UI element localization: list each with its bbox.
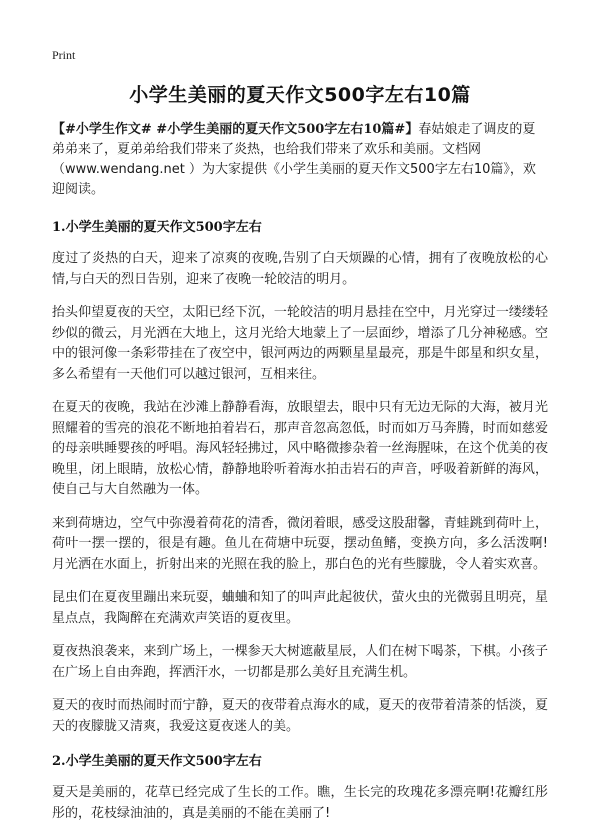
print-link[interactable]: Print [52, 48, 76, 62]
section-heading: 2.小学生美丽的夏天作文500字左右 [52, 754, 262, 769]
intro-text: 春姑娘走了调皮的夏弟弟来了，夏弟弟给我们带来了炎热，也给我们带来了欢乐和美丽。文档网（www.wendang.net ）为大家提供《小学生美丽的夏天作文500字左右10篇》，欢迎阅读。 [52, 122, 536, 197]
paragraph: 抬头仰望夏夜的天空，太阳已经下沉，一轮皎洁的明月悬挂在空中，月光穿过一缕缕轻纱似的微云，月光洒在大地上，这月光给大地蒙上了一层面纱，增添了几分神秘感。空中的银河像一条彩带挂在了夜空中，银河两边的两颗星星最亮，那是牛郎星和织女星，多么希望有一天他们可以越过银河，互相来往。 [52, 305, 548, 382]
article-body [52, 120, 548, 837]
page-title: 小学生美丽的夏天作文500字左右10篇 [129, 84, 471, 106]
paragraph: 夏天的夜时而热闹时而宁静，夏天的夜带着点海水的咸，夏天的夜带着清茶的恬淡，夏天的夜朦胧又清爽，我爱这夏夜迷人的美。 [52, 698, 548, 734]
intro-paragraph [52, 120, 548, 200]
paragraph: 在夏天的夜晚，我站在沙滩上静静看海，放眼望去，眼中只有无边无际的大海，被月光照耀着的雪亮的浪花不断地拍着岩石，那声音忽高忽低，时而如万马奔腾，时而如慈爱的母亲哄睡婴孩的呼唱。海风轻轻拂过，风中略微掺杂着一丝海腥味，在这个优美的夜晚里，闭上眼睛，放松心情，静静地聆听着海水拍击岩石的声音，呼吸着新鲜的海风，使自己与大自然融为一体。 [52, 400, 548, 497]
paragraph: 度过了炎热的白天，迎来了凉爽的夜晚,告别了白天烦躁的心情，拥有了夜晚放松的心情,与白天的烈日告别，迎来了夜晚一轮皎洁的明月。 [52, 251, 548, 287]
paragraph: 昆虫们在夏夜里蹦出来玩耍，蛐蛐和知了的叫声此起彼伏，萤火虫的光微弱且明亮，星星点点，我陶醉在充满欢声笑语的夏夜里。 [52, 590, 548, 626]
paragraph: 来到荷塘边，空气中弥漫着荷花的清香，微闭着眼，感受这股甜馨，青蛙跳到荷叶上，荷叶一摆一摆的，很是有趣。鱼儿在荷塘中玩耍，摆动鱼鳍，变换方向，多么活泼啊!月光洒在水面上，折射出来的光照在我的脸上，那白色的光有些朦胧，令人着实欢喜。 [52, 515, 548, 572]
intro-tag: 【#小学生作文# #小学生美丽的夏天作文500字左右10篇#】 [52, 122, 419, 137]
paragraph: 夏天是美丽的，花草已经完成了生长的工作。瞧，生长完的玫瑰花多漂亮啊!花瓣红彤彤的，花枝绿油油的，真是美丽的不能在美丽了! [52, 785, 548, 821]
paragraph: 夏夜热浪袭来，来到广场上，一棵参天大树遮蔽星辰，人们在树下喝茶，下棋。小孩子在广场上自由奔跑，挥洒汗水，一切都是那么美好且充满生机。 [52, 644, 548, 680]
section-2 [52, 750, 548, 824]
section-heading: 1.小学生美丽的夏天作文500字左右 [52, 220, 262, 235]
section-1 [52, 216, 548, 737]
